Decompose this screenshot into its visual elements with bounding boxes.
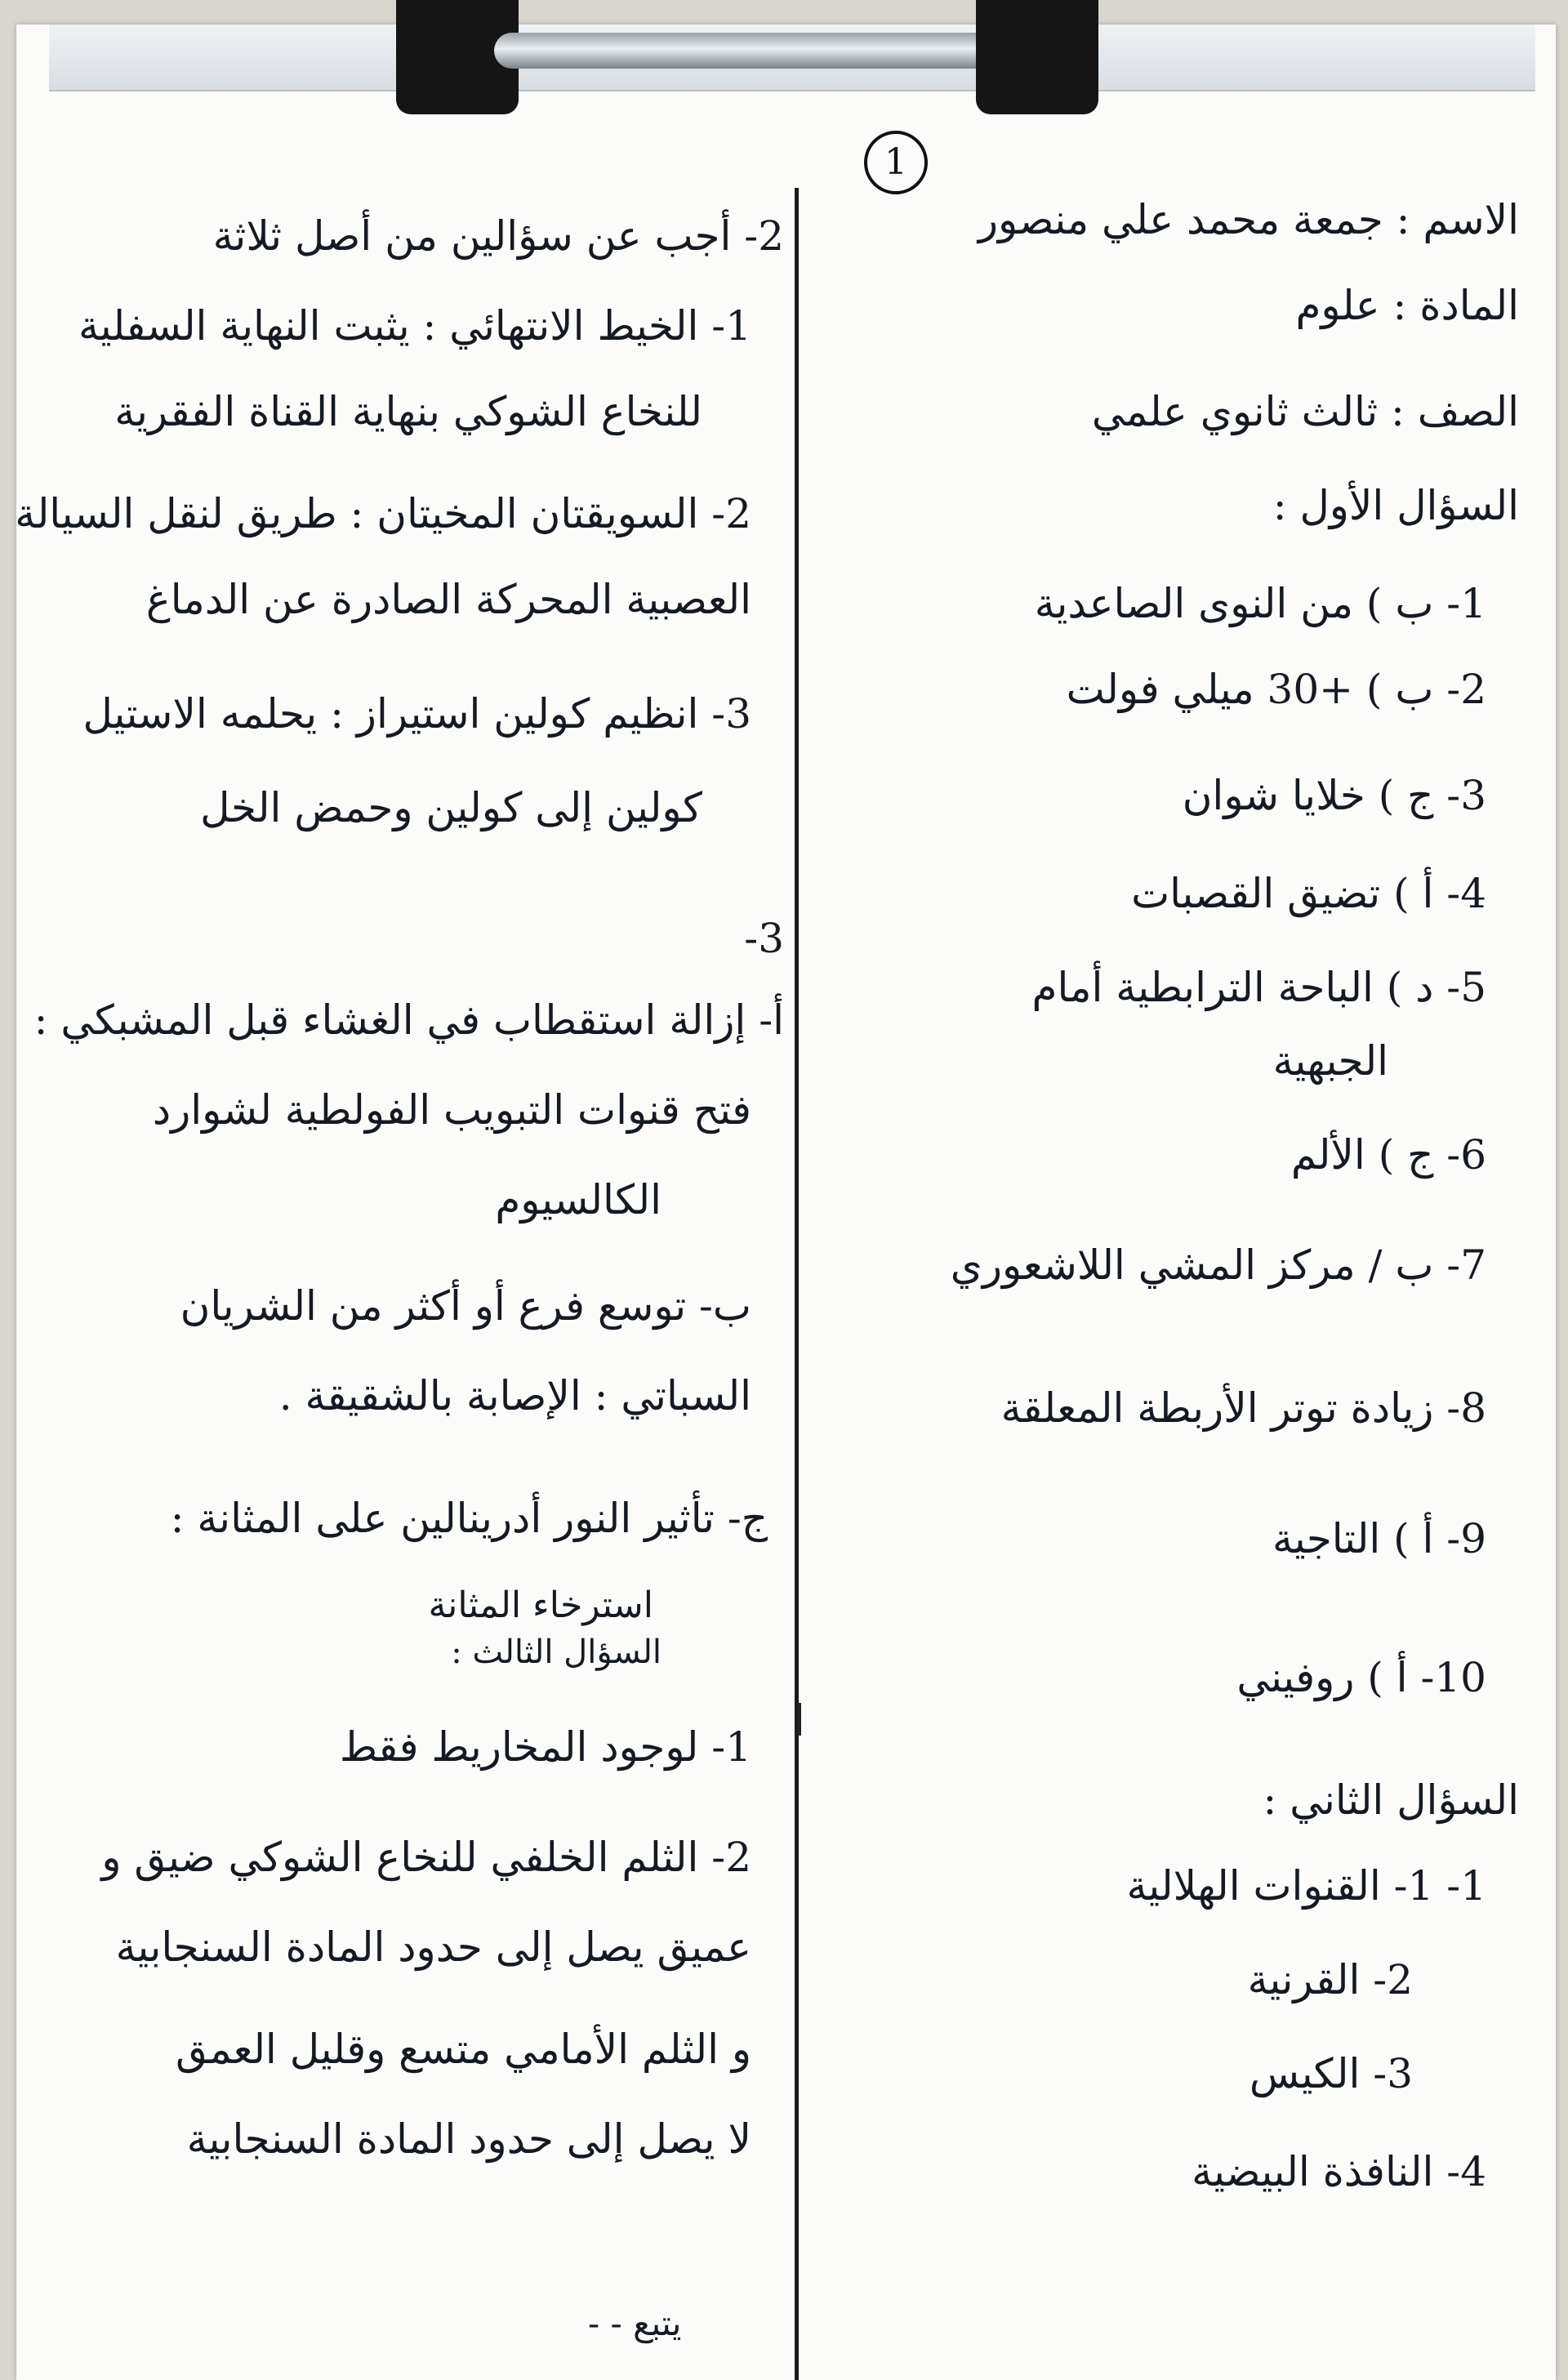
subject-line: المادة : علوم xyxy=(1295,282,1519,329)
q1-answer-10: 10- أ ) روفيني xyxy=(1236,1654,1486,1701)
q2-answer-1: 1- 1- القنوات الهلالية xyxy=(1126,1862,1486,1910)
part2-answer-3: 3- انظيم كولين استيراز : يحلمه الاستيل xyxy=(82,690,751,738)
q3-answer-2-cont3: لا يصل إلى حدود المادة السنجابية xyxy=(186,2115,751,2163)
part2-answer-2-cont: العصبية المحركة الصادرة عن الدماغ xyxy=(145,576,751,623)
q1-answer-6: 6- ج ) الألم xyxy=(1290,1131,1486,1179)
part2-answer-2: 2- السويقتان المخيتان : طريق لنقل السيالة xyxy=(15,490,751,537)
question-two-heading: السؤال الثاني : xyxy=(1263,1776,1519,1824)
part3-c-answer: استرخاء المثانة xyxy=(428,1584,653,1626)
q1-answer-8: 8- زيادة توتر الأربطة المعلقة xyxy=(1000,1384,1486,1432)
q1-answer-7: 7- ب / مركز المشي اللاشعوري xyxy=(950,1241,1486,1289)
part3-b: ب- توسع فرع أو أكثر من الشريان xyxy=(180,1282,751,1330)
q1-answer-3: 3- ج ) خلايا شوان xyxy=(1182,772,1486,819)
question-one-heading: السؤال الأول : xyxy=(1272,482,1519,529)
part3-c: ج- تأثير النور أدرينالين على المثانة : xyxy=(170,1495,768,1542)
part3-b-cont: السباتي : الإصابة بالشقيقة . xyxy=(278,1372,751,1420)
part2-answer-3-cont: كولين إلى كولين وحمض الخل xyxy=(200,784,702,831)
part3-a: أ- إزالة استقطاب في الغشاء قبل المشبكي : xyxy=(33,996,784,1044)
page-number: 1 xyxy=(864,131,928,194)
clipboard-clip-icon xyxy=(396,0,1098,114)
divider-mark xyxy=(798,1703,801,1736)
q2-answer-3: 3- الكيس xyxy=(1249,2050,1413,2097)
class-line: الصف : ثالث ثانوي علمي xyxy=(1091,388,1519,435)
question-two-part-heading: 2- أجب عن سؤالين من أصل ثلاثة xyxy=(212,212,784,260)
q1-answer-5-cont: الجبهية xyxy=(1272,1037,1388,1085)
student-name-line: الاسم : جمعة محمد علي منصور xyxy=(978,196,1519,243)
part3-a-cont2: الكالسيوم xyxy=(495,1176,662,1223)
q3-answer-1: 1- لوجود المخاريط فقط xyxy=(339,1723,751,1771)
clip-jaw-right xyxy=(976,0,1098,114)
q1-answer-5: 5- د ) الباحة الترابطية أمام xyxy=(1031,964,1486,1011)
q1-answer-9: 9- أ ) التاجية xyxy=(1272,1515,1486,1562)
question-three-heading: السؤال الثالث : xyxy=(451,1633,662,1671)
q1-answer-2: 2- ب ) +30 ميلي فولت xyxy=(1066,666,1486,713)
q2-answer-4: 4- النافذة البيضية xyxy=(1192,2148,1486,2195)
q3-answer-2-cont2: و الثلم الأمامي متسع وقليل العمق xyxy=(175,2026,751,2073)
part3-a-cont: فتح قنوات التبويب الفولطية لشوارد xyxy=(152,1086,751,1134)
part2-answer-1-cont: للنخاع الشوكي بنهاية القناة الفقرية xyxy=(114,388,702,435)
q1-answer-4: 4- أ ) تضيق القصبات xyxy=(1131,870,1486,917)
part2-answer-1: 1- الخيط الانتهائي : يثبت النهاية السفلية xyxy=(78,302,751,350)
q3-answer-2: 2- الثلم الخلفي للنخاع الشوكي ضيق و xyxy=(101,1834,751,1881)
q1-answer-1: 1- ب ) من النوى الصاعدية xyxy=(1034,580,1486,627)
q3-answer-2-cont: عميق يصل إلى حدود المادة السنجابية xyxy=(115,1923,751,1971)
question-three-number: 3- xyxy=(744,915,784,962)
continue-mark: يتبع - - xyxy=(588,2303,682,2343)
q2-answer-2: 2- القرنية xyxy=(1247,1956,1413,2003)
clip-spring xyxy=(494,33,1000,69)
column-divider xyxy=(795,188,799,2380)
